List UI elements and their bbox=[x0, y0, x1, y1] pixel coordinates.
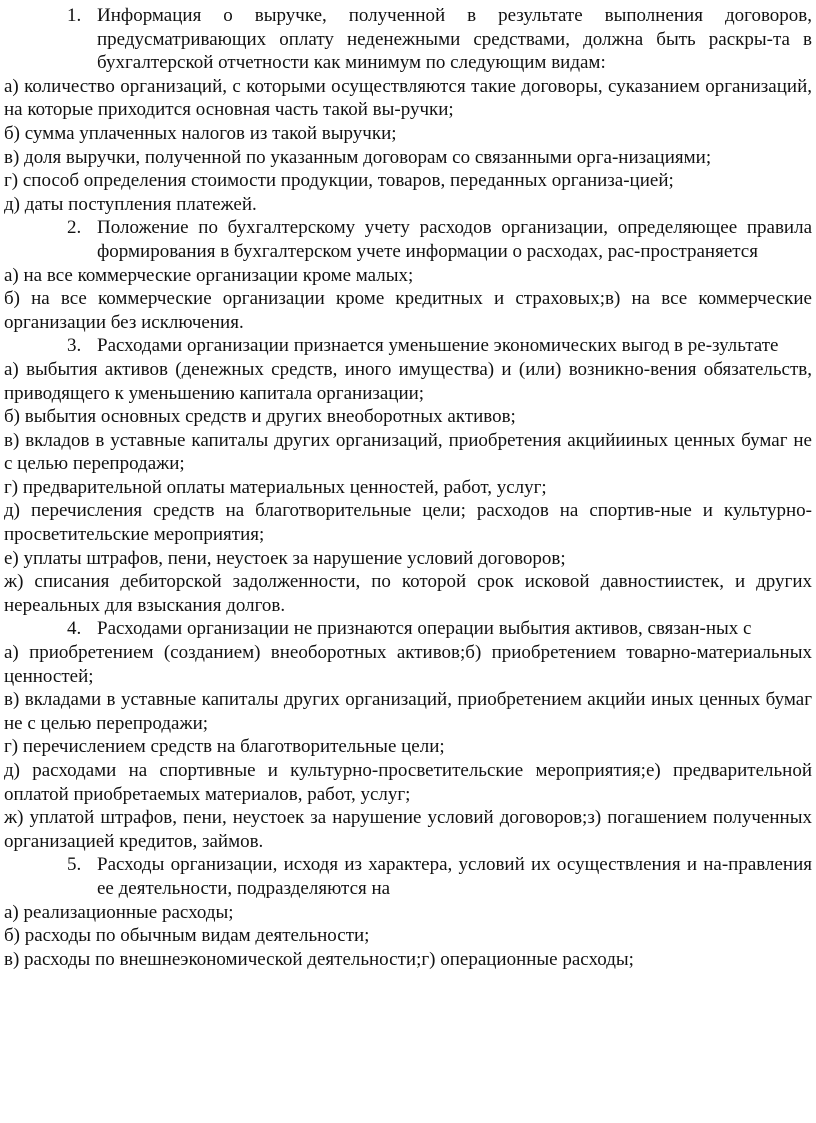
question-number: 3. bbox=[67, 335, 82, 357]
answer-option: г) предварительной оплаты материальных ценностей, работ, услуг; bbox=[4, 476, 547, 498]
question-2 bbox=[4, 216, 812, 263]
question-1 bbox=[4, 4, 812, 75]
question-number: 5. bbox=[67, 854, 82, 876]
answer-option: в) расходы по внешнеэкономической деятельности;г) операционные расходы; bbox=[4, 948, 634, 970]
answer-option: ж) списания дебиторской задолженности, по которой срок исковой давностиистек, и других нереальных для взыскания долгов. bbox=[4, 571, 812, 616]
answer-option: а) реализационные расходы; bbox=[4, 901, 234, 923]
answer-option: д) расходами на спортивные и культурно-просветительские мероприятия;е) предварительной оплатой приобретаемых материалов, работ, услуг; bbox=[4, 760, 812, 805]
question-text: Расходами организации признается уменьшение экономических выгод в ре-зультате bbox=[97, 335, 779, 357]
answer-option: а) выбытия активов (денежных средств, иного имущества) и (или) возникно-вения обязательств, приводящего к уменьшению капитала организации; bbox=[4, 358, 812, 404]
answer-option: в) вкладами в уставные капиталы других организаций, приобретением акцийи иных ценных бумаг не с целью перепродажи; bbox=[4, 689, 812, 734]
answer-option: д) даты поступления платежей. bbox=[4, 193, 257, 215]
answer-option: а) на все коммерческие организации кроме малых; bbox=[4, 264, 414, 286]
answer-option: б) выбытия основных средств и других внеоборотных активов; bbox=[4, 406, 516, 428]
question-3 bbox=[4, 334, 812, 358]
answer-option: ж) уплатой штрафов, пени, неустоек за нарушение условий договоров;з) погашением полученных организацией кредитов, займов. bbox=[4, 807, 812, 852]
question-text: Информация о выручке, полученной в результате выполнения договоров, предусматривающих оплату неденежными средствами, должна быть раскры-та в бухгалтерской отчетности как минимум по следующим видам: bbox=[97, 5, 812, 74]
question-text: Положение по бухгалтерскому учету расходов организации, определяющее правила формирования в бухгалтерском учете информации о расходах, рас-пространяется bbox=[97, 217, 812, 262]
answer-option: г) способ определения стоимости продукции, товаров, переданных организа-цией; bbox=[4, 170, 674, 192]
answer-option: б) на все коммерческие организации кроме кредитных и страховых;в) на все коммерческие организации без исключения. bbox=[4, 288, 812, 333]
question-text: Расходы организации, исходя из характера, условий их осуществления и на-правления ее деятельности, подразделяются на bbox=[97, 854, 812, 899]
answer-option: а) приобретением (созданием) внеоборотных активов;б) приобретением товарно-материальных ценностей; bbox=[4, 642, 812, 687]
question-5 bbox=[4, 853, 812, 900]
answer-option: в) вкладов в уставные капиталы других организаций, приобретения акцийииных ценных бумаг не с целью перепродажи; bbox=[4, 429, 812, 475]
question-number: 4. bbox=[67, 618, 82, 640]
answer-option: в) доля выручки, полученной по указанным договорам со связанными орга-низациями; bbox=[4, 146, 712, 168]
answer-option: б) сумма уплаченных налогов из такой выручки; bbox=[4, 122, 397, 144]
answer-option: г) перечислением средств на благотворительные цели; bbox=[4, 736, 445, 758]
answer-option: д) перечисления средств на благотворительные цели; расходов на спортив-ные и культурно-просветительские мероприятия; bbox=[4, 500, 812, 546]
question-4 bbox=[4, 617, 812, 641]
answer-option: а) количество организаций, с которыми осуществляются такие договоры, суказанием организаций, на которые приходится основная часть такой вы-ручки; bbox=[4, 75, 812, 121]
question-number: 1. bbox=[67, 5, 82, 26]
answer-option: е) уплаты штрафов, пени, неустоек за нарушение условий договоров; bbox=[4, 547, 566, 569]
question-number: 2. bbox=[67, 217, 82, 239]
question-text: Расходами организации не признаются операции выбытия активов, связан-ных с bbox=[97, 618, 752, 640]
answer-option: б) расходы по обычным видам деятельности; bbox=[4, 925, 370, 947]
